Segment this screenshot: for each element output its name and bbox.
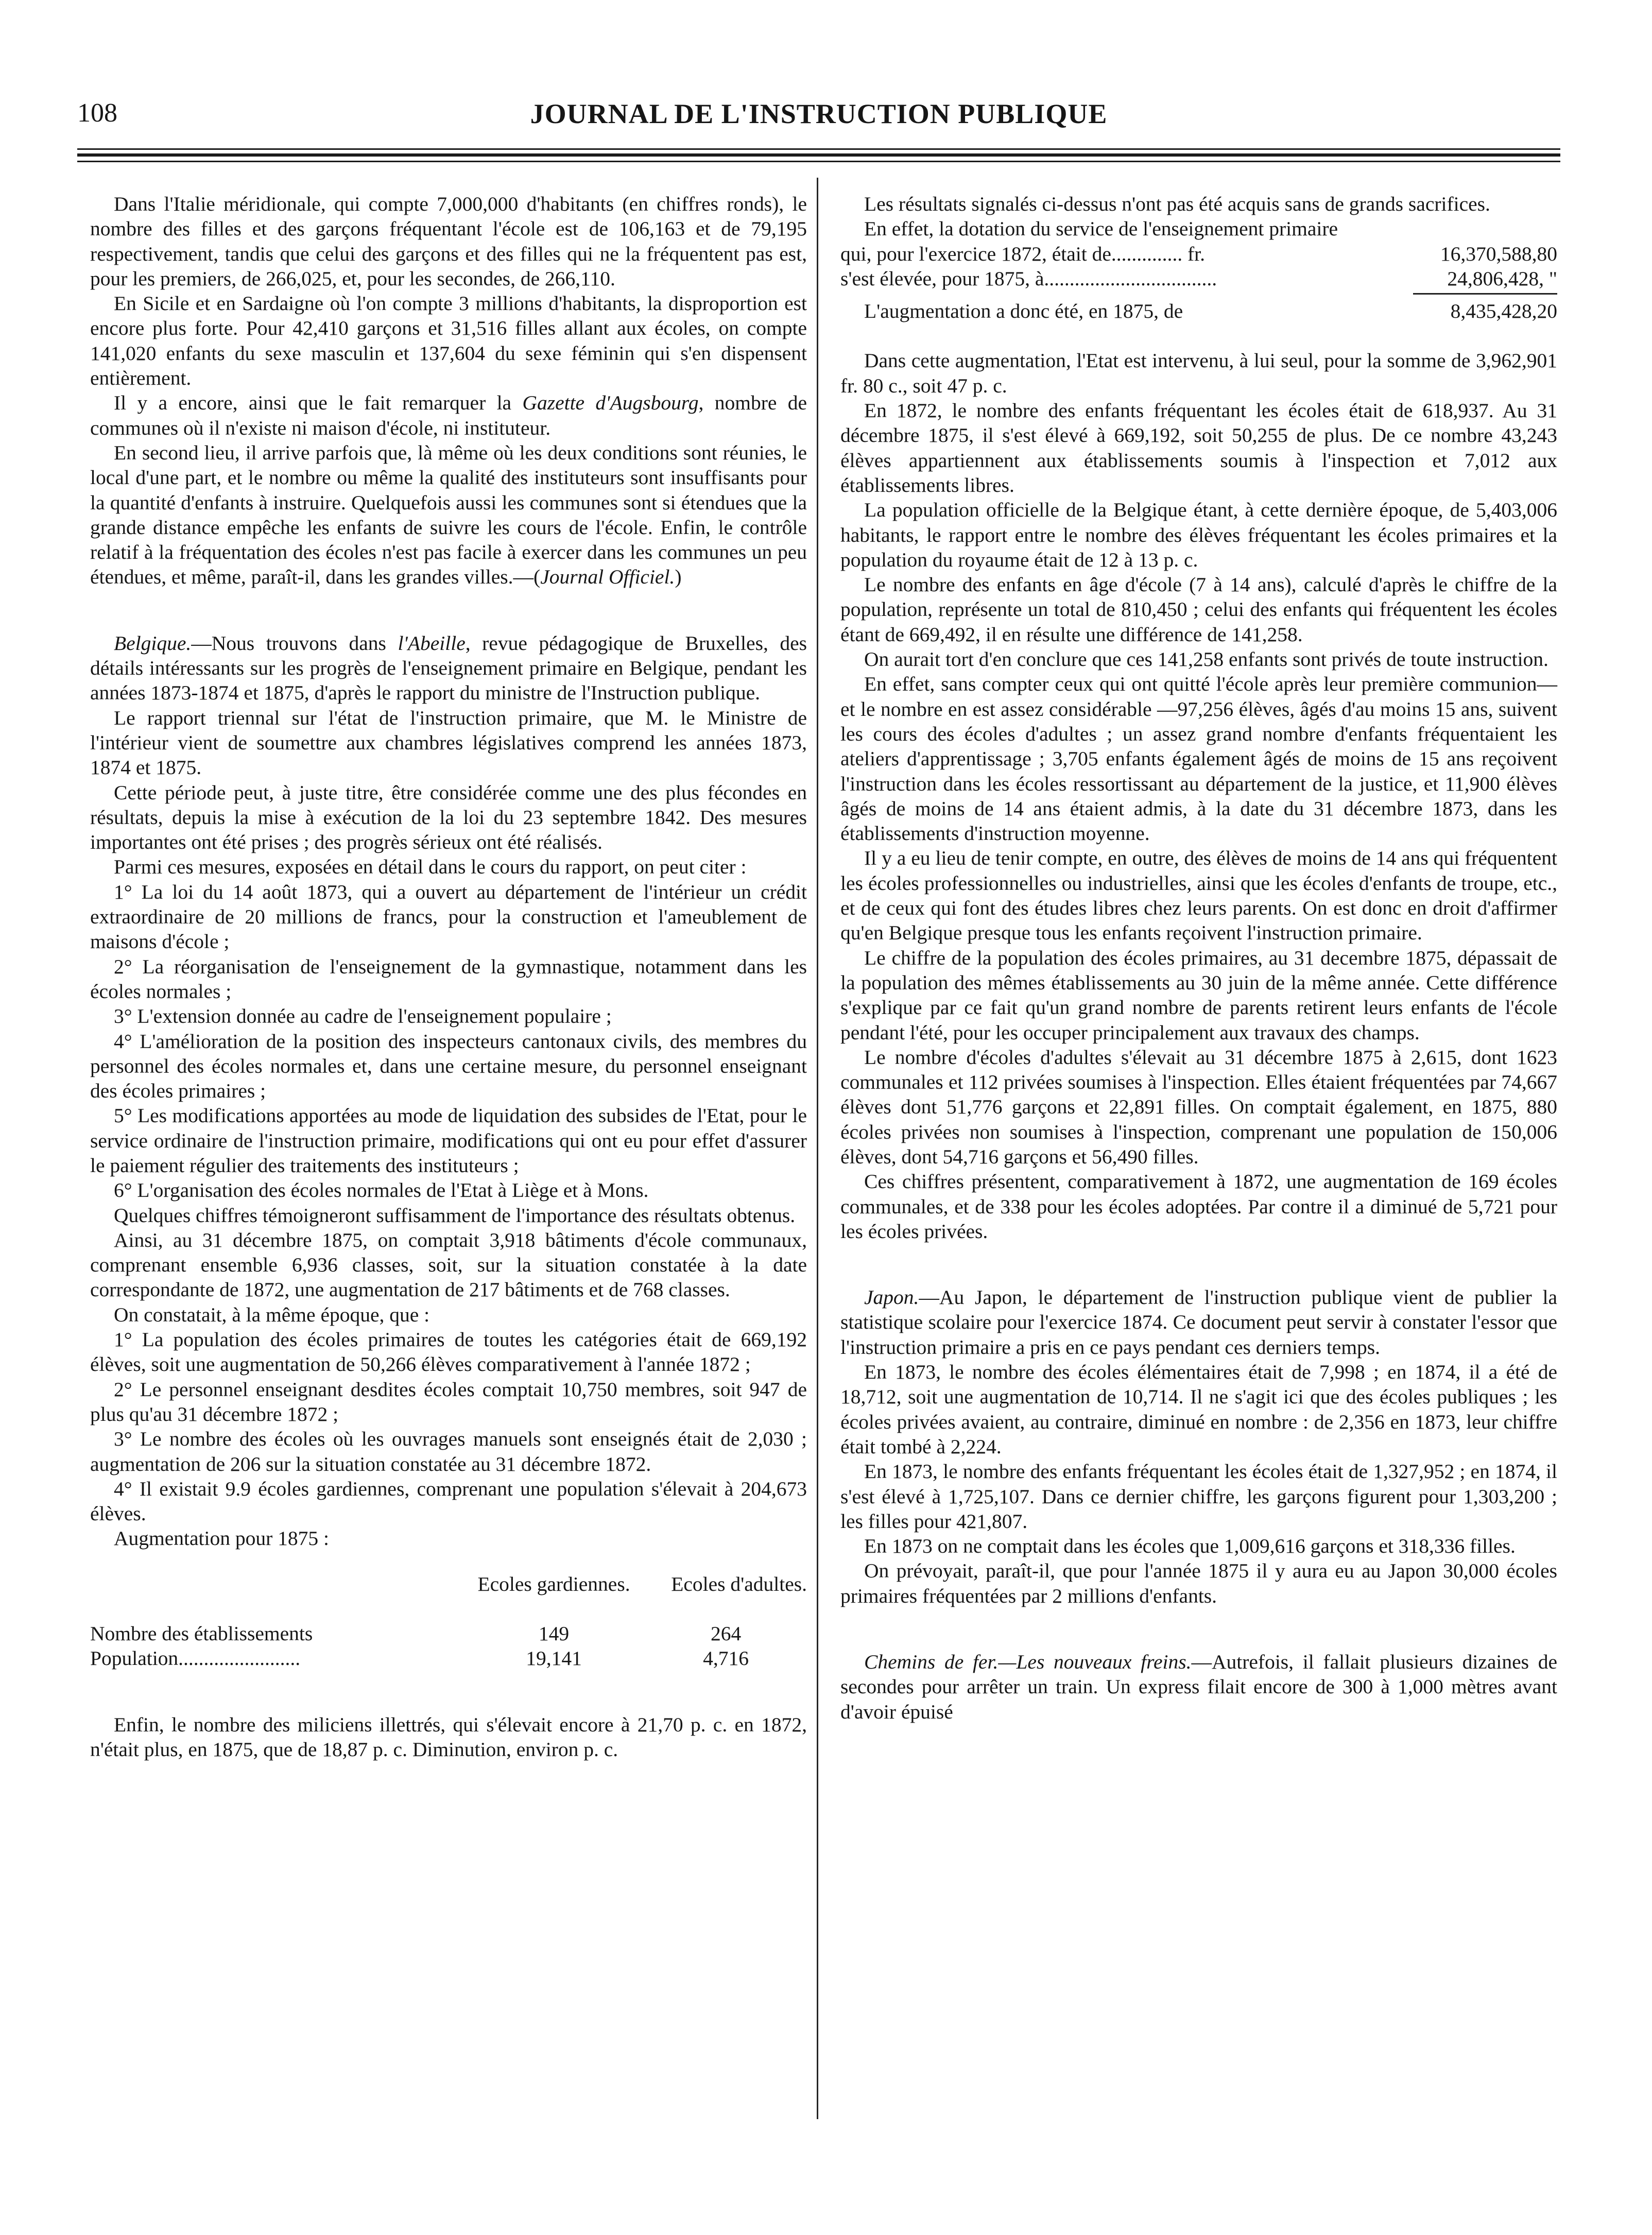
paragraph: Quelques chiffres témoigneront suffisamment de l'importance des résultats obtenus. <box>114 1204 796 1227</box>
row-label: Nombre des établissements <box>90 1622 313 1645</box>
list-item: 1° La population des écoles primaires de toutes les catégories était de 669,192 élèves, soit une augmentation de 50,266 élèves comparativement à l'année 1872 ; <box>90 1328 807 1376</box>
budget-table <box>840 242 1557 291</box>
row-label: Population........................ <box>90 1647 301 1670</box>
source-citation: l'Abeille <box>398 631 466 655</box>
cell-value: 16,370,588,80 <box>1440 242 1557 265</box>
list-item: 2° La réorganisation de l'enseignement de la gymnastique, notamment dans les écoles normales ; <box>90 955 807 1003</box>
section-belgique <box>90 631 807 706</box>
text-run: En second lieu, il arrive parfois que, là même où les deux conditions sont réunies, le local d'une part, et le nombre ou même la qualité des instituteurs sont insuffisants pour la quantité d'enfants à instruire. Quelquefois aussi les communes sont si étendues que la grande distance empêche les enfants de suivre les cours de l'école. Enfin, le contrôle relatif à la fréquentation des écoles n'est pas facile à exercer dans les communes un peu étendues, et même, paraît-il, dans les grandes villes.—( <box>90 441 807 589</box>
paragraph: Dans cette augmentation, l'Etat est intervenu, à lui seul, pour la somme de 3,962,901 fr. 80 c., soit 47 p. c. <box>840 349 1557 397</box>
list-item: 4° L'amélioration de la position des inspecteurs cantonaux civils, des membres du personnel des écoles normales et, dans une certaine mesure, du personnel enseignant des écoles primaires ; <box>90 1029 807 1103</box>
section-heading: Belgique. <box>114 631 192 655</box>
row-label: qui, pour l'exercice 1872, était de.............. fr. <box>840 242 1206 265</box>
paragraph: On aurait tort d'en conclure que ces 141,258 enfants sont privés de toute instruction. <box>864 648 1548 671</box>
paragraph: En 1873 on ne comptait dans les écoles que 1,009,616 garçons et 318,336 filles. <box>864 1535 1516 1558</box>
paragraph: La population officielle de la Belgique étant, à cette dernière époque, de 5,403,006 habitants, le rapport entre le nombre des élèves fréquentant les écoles primaires et la population du royaume était de 12 à 13 p. c. <box>840 498 1557 571</box>
section-japon <box>840 1285 1557 1360</box>
section-heading: Chemins de fer.—Les nouveaux freins. <box>864 1651 1192 1674</box>
paragraph: Les résultats signalés ci-dessus n'ont pas été acquis sans de grands sacrifices. <box>864 193 1490 215</box>
paragraph: Le chiffre de la population des écoles primaires, au 31 decembre 1875, dépassait de la population des mêmes établissements au 30 juin de la même année. Cette différence s'explique par ce fait qu'un grand nombre de parents retirent leurs enfants de l'école pendant l'été, pour les occuper principalement aux travaux des champs. <box>840 946 1557 1044</box>
paragraph: Augmentation pour 1875 : <box>114 1527 329 1550</box>
list-item: 5° Les modifications apportées au mode de liquidation des subsides de l'Etat, pour le service ordinaire de l'instruction primaire, modifications qui ont eu pour effet d'assurer le paiement régulier des traitements des instituteurs ; <box>90 1104 807 1177</box>
cell-value: 264 <box>710 1622 742 1645</box>
paragraph: Il y a eu lieu de tenir compte, en outre, des élèves de moins de 14 ans qui fréquentent les écoles professionnelles ou industrielles, ainsi que les écoles d'enfants de troupe, etc., et de ceux qui font des études libres chez leurs parents. On est donc en droit d'affirmer qu'en Belgique presque tous les enfants reçoivent l'instruction primaire. <box>840 847 1557 944</box>
table-row <box>90 1621 807 1646</box>
paragraph: Ainsi, au 31 décembre 1875, on comptait 3,918 bâtiments d'école communaux, comprenant ensemble 6,936 classes, soit, sur la situation constatée à la date correspondante de 1872, une augmentation de 217 bâtiments et de 768 classes. <box>90 1228 807 1301</box>
list-item: 3° L'extension donnée au cadre de l'enseignement populaire ; <box>114 1005 612 1028</box>
list-item: 4° Il existait 9.9 écoles gardiennes, comprenant une population s'élevait à 204,673 élèves. <box>90 1477 807 1525</box>
text-run: —Au Japon, le département de l'instruction publique vient de publier la statistique scolaire pour l'exercice 1874. Ce document peut servir à constater l'essor que l'instruction primaire a pris en ce pays pendant ces derniers temps. <box>840 1286 1557 1359</box>
paragraph: Enfin, le nombre des miliciens illettrés, qui s'élevait encore à 21,70 p. c. en 1872, n'était plus, en 1875, que de 18,87 p. c. Diminution, environ p. c. <box>90 1713 807 1761</box>
cell-value: 4,716 <box>703 1647 749 1670</box>
paragraph: En 1872, le nombre des enfants fréquentant les écoles était de 618,937. Au 31 décembre 1875, il s'est élevé à 669,192, soit 50,255 de plus. De ce nombre 43,243 élèves appartiennent aux établissements soumis à l'inspection et 7,012 aux établissements libres. <box>840 399 1557 496</box>
paragraph: Le nombre des enfants en âge d'école (7 à 14 ans), calculé d'après le chiffre de la population, représente un total de 810,450 ; celui des enfants qui fréquentent les écoles étant de 669,492, il en résulte une différence de 141,258. <box>840 573 1557 646</box>
table-header-row <box>90 1572 807 1596</box>
row-label: s'est élevée, pour 1875, à.................................. <box>840 267 1217 290</box>
column-header: Ecoles d'adultes. <box>671 1572 807 1595</box>
paragraph: En 1873, le nombre des écoles élémentaires était de 7,998 ; en 1874, il a été de 18,712, soit une augmentation de 10,714. Il ne s'agit ici que des écoles publiques ; les écoles privées avaient, au contraire, diminué en nombre : de 2,356 en 1873, leur chiffre était tombé à 2,224. <box>840 1361 1557 1458</box>
paragraph: Ces chiffres présentent, comparativement à 1872, une augmentation de 169 écoles communales, et de 338 pour les écoles adoptées. Par contre il a diminué de 5,721 pour les écoles privées. <box>840 1170 1557 1243</box>
column-header: Ecoles gardiennes. <box>477 1572 630 1595</box>
text-run: Il y a encore, ainsi que le fait remarquer la <box>114 391 512 415</box>
section-heading: Japon. <box>864 1286 919 1309</box>
sum-rule <box>1413 293 1557 295</box>
column-divider <box>817 178 818 2119</box>
paragraph: En effet, sans compter ceux qui ont quitté l'école après leur première communion—et le nombre en est assez considérable —97,256 élèves, âgés d'au moins 15 ans, suivent les cours des écoles d'adultes ; un assez grand nombre d'enfants fréquentaient les ateliers d'apprentissage ; 3,705 enfants également âgés de moins de 15 ans reçoivent l'instruction dans les écoles ressortissant au département de la justice, et 11,900 élèves âgés de moins de 14 ans étaient admis, à la date du 31 décembre 1873, dans les établissements d'instruction moyenne. <box>840 673 1557 845</box>
header-rule-thin-2 <box>77 161 1560 162</box>
page-number: 108 <box>77 98 117 128</box>
paragraph: Cette période peut, à juste titre, être considérée comme une des plus fécondes en résultats, depuis la mise à exécution de la loi du 23 septembre 1842. Des mesures importantes ont été prises ; des progrès sérieux ont été réalisés. <box>90 781 807 854</box>
cell-value: 8,435,428,20 <box>1450 300 1557 323</box>
text-run: —Nous trouvons dans <box>191 631 398 655</box>
section-chemins-de-fer <box>840 1649 1557 1724</box>
running-title: JOURNAL DE L'INSTRUCTION PUBLIQUE <box>530 98 1108 129</box>
text-run: —Autrefois, il fallait plusieurs dizaines de secondes pour arrêter un train. Un express filait encore de 300 à 1,000 mètres avant d'avoir épuisé <box>840 1651 1557 1723</box>
paragraph <box>90 390 807 440</box>
text-run: , revue pédagogique de Bruxelles, des détails intéressants sur les progrès de l'enseignement primaire en Belgique, pendant les années 1873-1874 et 1875, d'après le rapport du ministre de l'Instruction publique. <box>90 631 807 704</box>
augmentation-row <box>840 299 1557 323</box>
list-item: 3° Le nombre des écoles où les ouvrages manuels sont enseignés était de 2,030 ; augmentation de 206 sur la situation constatée au 31 décembre 1872. <box>90 1428 807 1475</box>
paragraph: En effet, la dotation du service de l'enseignement primaire <box>864 217 1338 240</box>
header-rule-thin <box>77 148 1560 150</box>
text-run: , nombre de communes où il n'existe ni maison d'école, ni instituteur. <box>90 391 807 439</box>
list-item: 2° Le personnel enseignant desdites écoles comptait 10,750 membres, soit 947 de plus qu'au 31 décembre 1872 ; <box>90 1378 807 1425</box>
page-header <box>77 98 1560 139</box>
statistics-table <box>90 1572 807 1671</box>
row-label: L'augmentation a donc été, en 1875, de <box>864 300 1183 323</box>
paragraph: On prévoyait, paraît-il, que pour l'année 1875 il y aura eu au Japon 30,000 écoles primaires fréquentées par 2 millions d'enfants. <box>840 1559 1557 1607</box>
list-item: 6° L'organisation des écoles normales de l'Etat à Liège et à Mons. <box>114 1179 649 1202</box>
paragraph: Le rapport triennal sur l'état de l'instruction primaire, que M. le Ministre de l'intérieur vient de soumettre aux chambres législatives comprend les années 1873, 1874 et 1875. <box>90 706 807 779</box>
table-row <box>840 242 1557 266</box>
source-citation: Gazette d'Augsbourg <box>522 391 699 415</box>
right-column <box>840 192 1557 1724</box>
left-column <box>90 192 807 1762</box>
list-item: 1° La loi du 14 août 1873, qui a ouvert au département de l'intérieur un crédit extraordinaire de 20 millions de francs, pour la construction et l'ameublement de maisons d'école ; <box>90 880 807 953</box>
paragraph: Dans l'Italie méridionale, qui compte 7,000,000 d'habitants (en chiffres ronds), le nombre des filles et des garçons fréquentant l'école est de 106,163 et de 79,195 respectivement, tandis que celui des garçons et des filles qui ne la fréquentent pas est, pour les premiers, de 266,025, et, pour les secondes, de 266,110. <box>90 193 807 290</box>
paragraph: En 1873, le nombre des enfants fréquentant les écoles était de 1,327,952 ; en 1874, il s'est élevé à 1,725,107. Dans ce dernier chiffre, les garçons figurent pour 1,303,200 ; les filles pour 421,807. <box>840 1460 1557 1533</box>
source-citation: Journal Officiel. <box>540 565 675 589</box>
header-rule-thick <box>77 153 1560 157</box>
table-row <box>840 299 1557 323</box>
paragraph: Parmi ces mesures, exposées en détail dans le cours du rapport, on peut citer : <box>114 855 747 879</box>
paragraph <box>90 440 807 590</box>
cell-value: 149 <box>538 1622 570 1645</box>
paragraph: Le nombre d'écoles d'adultes s'élevait au 31 décembre 1875 à 2,615, dont 1623 communales et 112 privées soumises à l'inspection. Elles étaient fréquentées par 74,667 élèves dont 51,776 garçons et 22,891 filles. On comptait également, en 1875, 880 écoles privées non soumises à l'inspection, comprenant une population de 150,006 élèves, dont 54,716 garçons et 56,490 filles. <box>840 1045 1557 1168</box>
text-run: ) <box>675 565 682 589</box>
table-row <box>90 1646 807 1671</box>
cell-value: 24,806,428, " <box>1447 267 1557 290</box>
table-row <box>840 266 1557 291</box>
paragraph: En Sicile et en Sardaigne où l'on compte 3 millions d'habitants, la disproportion est encore plus forte. Pour 42,410 garçons et 31,516 filles allant aux écoles, on compte 141,020 enfants du sexe masculin et 137,604 du sexe féminin qui s'en dispensent entièrement. <box>90 292 807 390</box>
cell-value: 19,141 <box>526 1647 582 1670</box>
paragraph: On constatait, à la même époque, que : <box>114 1303 430 1326</box>
